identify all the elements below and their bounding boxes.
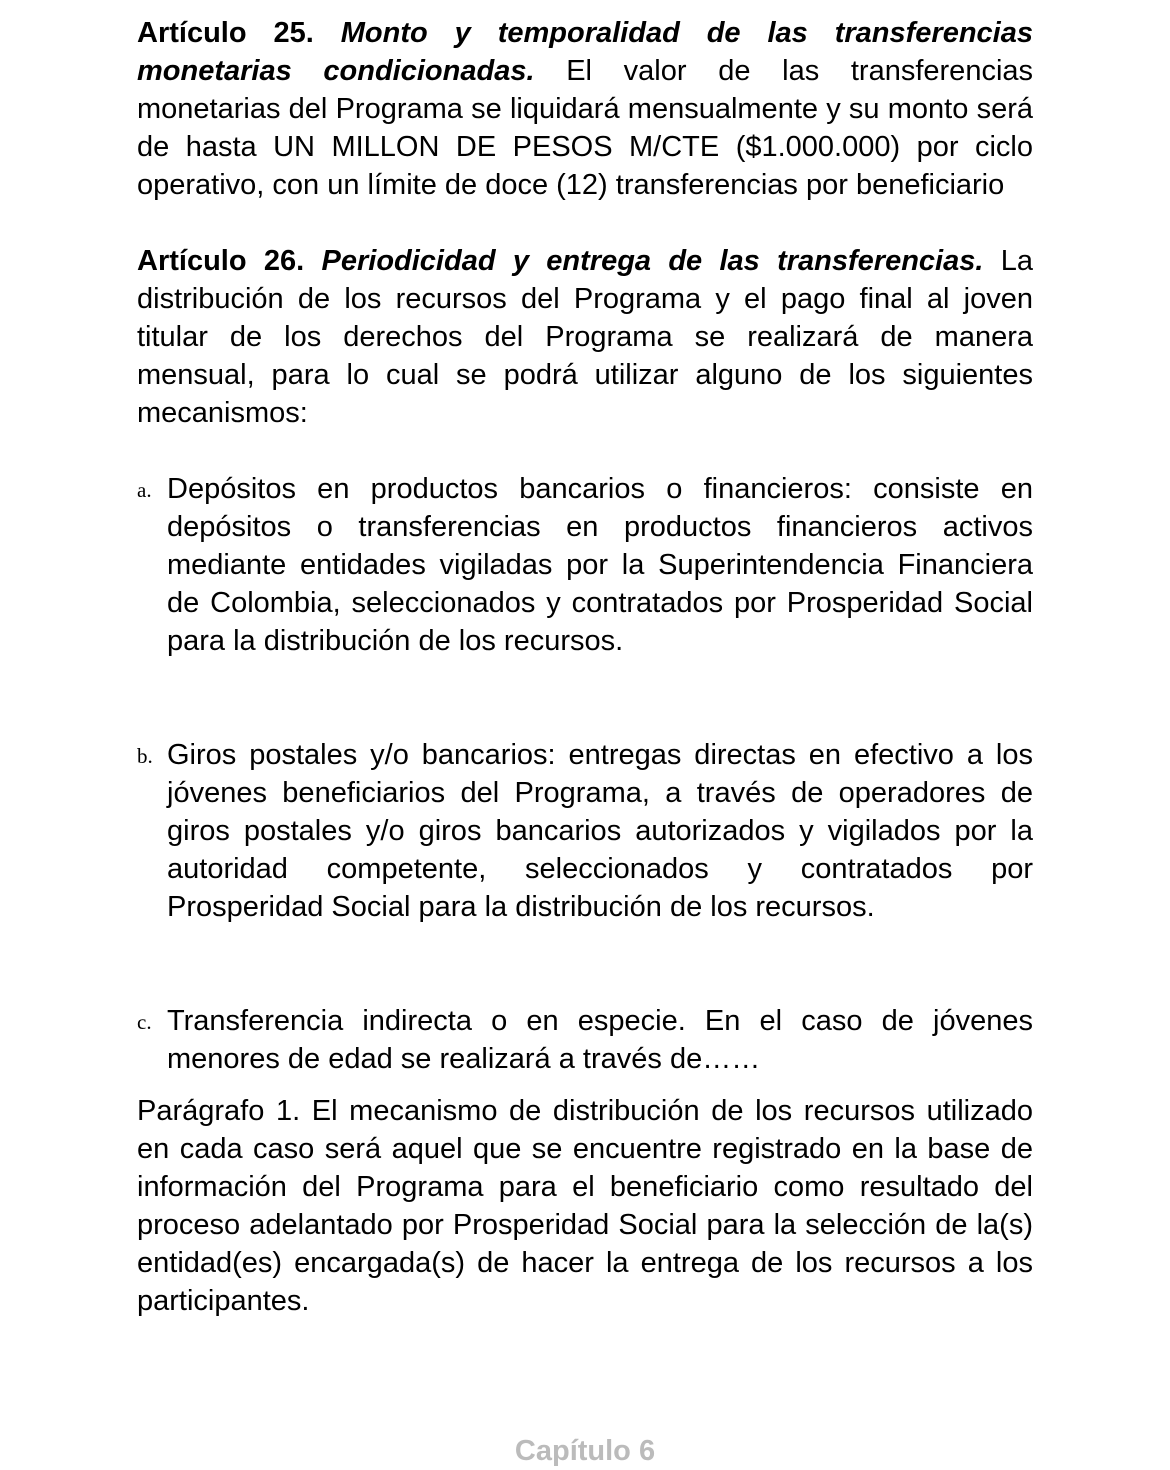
list-item-text-b: Giros postales y/o bancarios: entregas directas en efectivo a los jóvenes beneficiarios del Programa, a través de operadores de giros postales y/o giros bancarios autorizados y vigilados por la autoridad competente, seleccionados y contratados por Prosperidad Social para la distribución de los recursos. — [167, 739, 1033, 923]
article-26-title: Periodicidad y entrega de las transferencias. — [321, 245, 984, 277]
list-marker-c: c. — [137, 1010, 152, 1034]
article-25-title: Monto y temporalidad de las transferencias monetarias condicionadas. — [137, 17, 1033, 87]
spacer-between-list-items-a-b — [137, 660, 1033, 736]
spacer-before-paragrafo — [137, 1078, 1033, 1092]
text-column — [137, 0, 1033, 1320]
article-26-paragraph — [137, 242, 1033, 432]
list-marker-a: a. — [137, 478, 152, 502]
cut-off-heading: Capítulo 6 — [514, 1435, 656, 1467]
list-item-text-c: Transferencia indirecta o en especie. En el caso de jóvenes menores de edad se realizará a través de…… — [167, 1005, 1033, 1075]
list-marker-b: b. — [137, 744, 153, 768]
top-spacer — [137, 0, 1033, 14]
spacer-before-list — [137, 432, 1033, 470]
list-item — [137, 736, 1033, 926]
list-item — [137, 470, 1033, 660]
spacer-between-list-items-b-c — [137, 926, 1033, 1002]
article-25-body: El valor de las transferencias monetarias del Programa se liquidará mensualmente y su monto será de hasta UN MILLON DE PESOS M/CTE ($1.000.000) por ciclo operativo, con un límite de doce (12) transferencias por beneficiario — [137, 55, 1034, 201]
paragrafo-1-paragraph: Parágrafo 1. El mecanismo de distribución de los recursos utilizado en cada caso será aquel que se encuentre registrado en la base de información del Programa para el beneficiario como resultado del proceso adelantado por Prosperidad Social para la selección de la(s) entidad(es) encargada(s) de hacer la entrega de los recursos a los participantes. — [137, 1095, 1033, 1317]
list-item — [137, 1002, 1033, 1078]
article-26-number: Artículo 26. — [137, 245, 305, 277]
article-26-body: La distribución de los recursos del Programa y el pago final al joven titular de los derechos del Programa se realizará de manera mensual, para lo cual se podrá utilizar alguno de los siguientes mecanismos: — [137, 245, 1034, 429]
article-25-number: Artículo 25. — [137, 17, 314, 49]
article-25-paragraph — [137, 14, 1033, 204]
spacer-after-article-25 — [137, 204, 1033, 242]
list-item-text-a: Depósitos en productos bancarios o financieros: consiste en depósitos o transferencias en productos financieros activos mediante entidades vigiladas por la Superintendencia Financiera de Colombia, seleccionados y contratados por Prosperidad Social para la distribución de los recursos. — [167, 473, 1033, 657]
